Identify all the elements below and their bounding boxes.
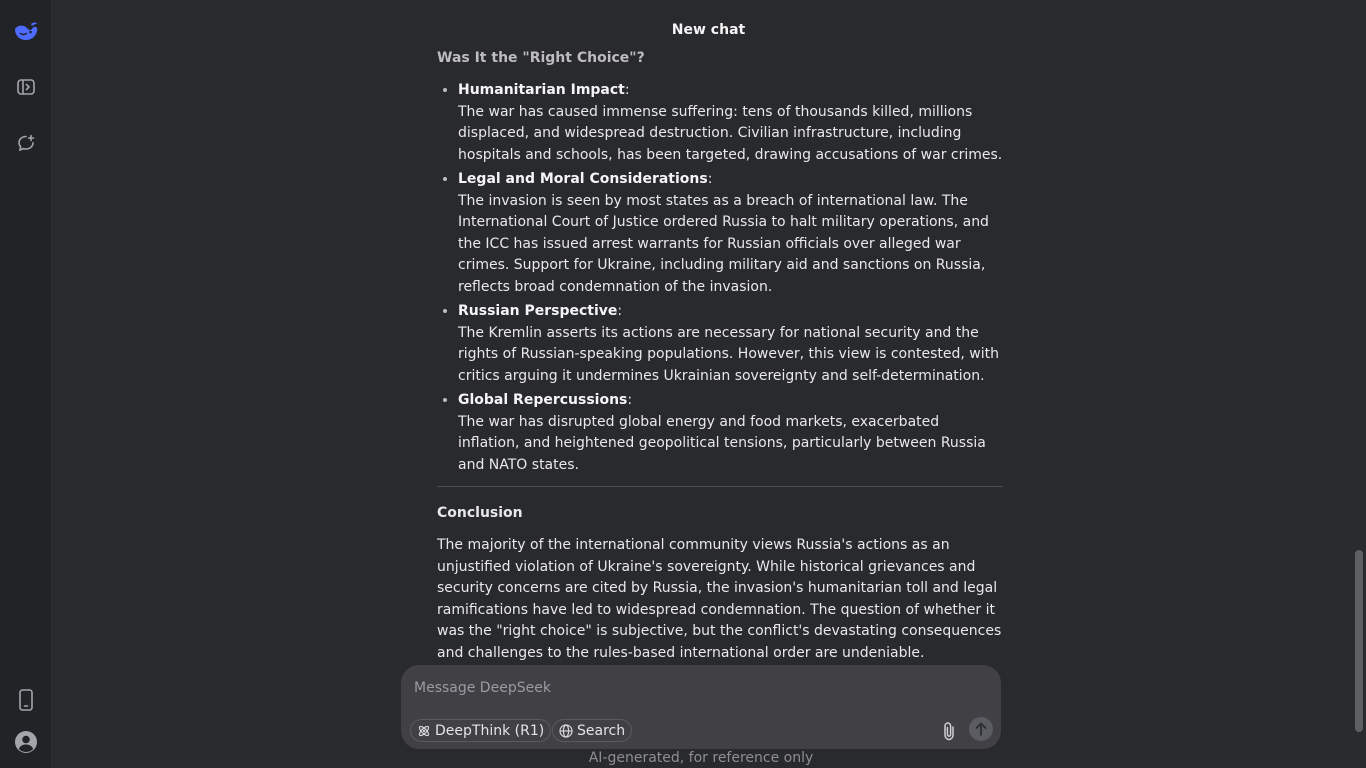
search-label: Search [577,722,626,739]
list-item [458,80,1003,166]
arrow-up-icon [975,722,987,736]
profile-icon[interactable] [13,729,39,755]
point-text: The war has caused immense suffering: tens of thousands killed, millions displaced, and widespread destruction. Civilian infrastructure, including hospitals and schools, has been targeted, drawing accusations of war crimes. [458,103,1003,163]
paperclip-icon [942,721,956,741]
point-title: Legal and Moral Considerations [458,171,708,187]
point-text: The Kremlin asserts its actions are necessary for national security and the rights of Russian-speaking populations. However, this view is contested, with critics arguing it undermines Ukrainian sovereignty and self-determination. [458,324,999,384]
point-title: Humanitarian Impact [458,82,625,98]
disclaimer: AI-generated, for reference only [588,750,814,766]
scrollbar-thumb[interactable] [1355,550,1363,732]
point-title: Global Repercussions [458,392,628,408]
deepthink-button[interactable] [410,719,551,742]
deepthink-label: DeepThink (R1) [435,722,545,739]
list-item [458,390,1003,476]
section-heading: Was It the "Right Choice"? [437,50,645,66]
attach-button[interactable] [938,719,960,743]
toggle-sidebar-icon[interactable] [13,74,39,100]
list-item [458,301,1003,387]
deepseek-logo-icon[interactable] [13,18,39,44]
conclusion-heading: Conclusion [437,505,523,521]
search-button[interactable] [552,719,632,742]
point-colon: : [627,392,633,408]
atom-icon [417,724,431,738]
point-colon: : [624,82,630,98]
sidebar [0,0,52,768]
new-chat-icon[interactable] [13,130,39,156]
assistant-message [437,46,1003,664]
list-item [458,169,1003,298]
composer [401,665,1001,749]
point-text: The war has disrupted global energy and food markets, exacerbated inflation, and heightened geopolitical tensions, particularly between Russia and NATO states. [458,413,986,473]
send-button[interactable] [969,717,993,741]
point-text: The invasion is seen by most states as a breach of international law. The International Court of Justice ordered Russia to halt military operations, and the ICC has issued arrest warrants for Russian officials over alleged war crimes. Support for Ukraine, including military aid and sanctions on Russia, reflects broad condemnation of the invasion. [458,192,989,295]
point-colon: : [617,303,623,319]
divider [437,486,1003,487]
message-input[interactable] [412,675,976,701]
scrollbar[interactable] [1352,0,1366,768]
point-colon: : [707,171,713,187]
point-title: Russian Perspective [458,303,618,319]
conclusion-text: The majority of the international community views Russia's actions as an unjustified violation of Ukraine's sovereignty. While historical grievances and security concerns are cited by Russia, the invasion's humanitarian toll and legal ramifications have led to widespread condemnation. The question of whether it was the "right choice" is subjective, but the conflict's devastating consequences and challenges to the rules-based international order are undeniable. [437,537,1002,661]
points-list [437,80,1003,476]
mobile-app-icon[interactable] [13,687,39,713]
globe-icon [559,724,573,738]
chat-title: New chat [671,22,746,38]
